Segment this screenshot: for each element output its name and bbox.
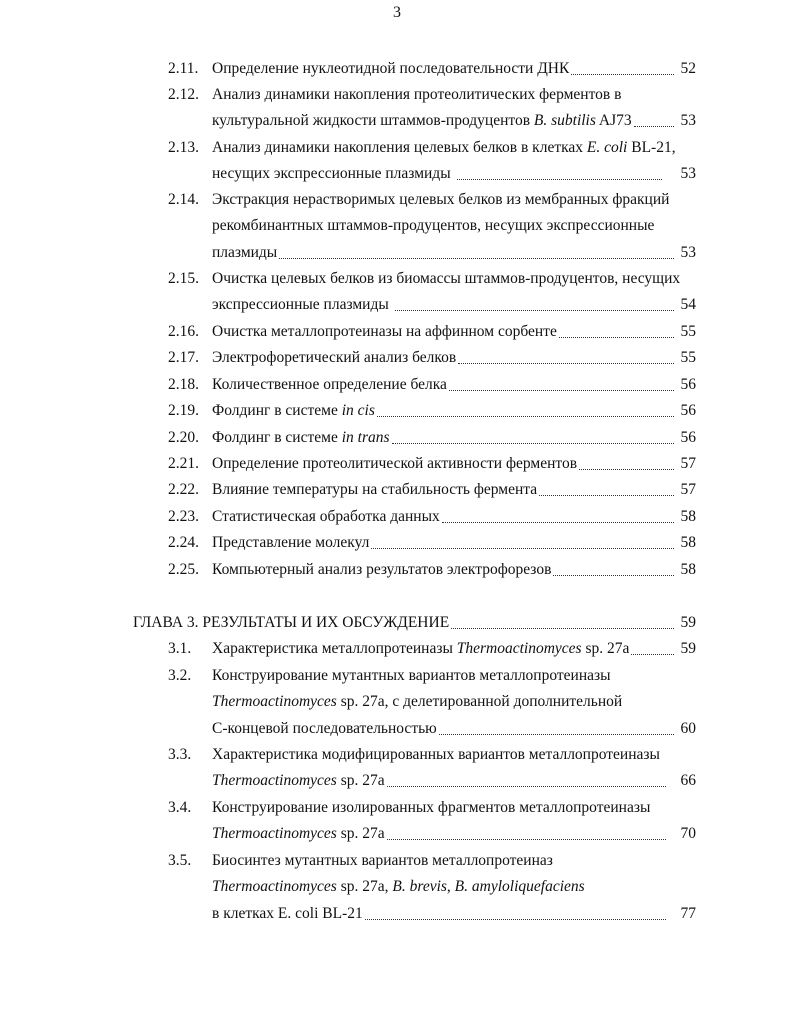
toc-entry-title: Характеристика модифицированных вариантов металлопротеиназы (212, 746, 660, 763)
toc-entry-title: несущих экспрессионные плазмиды (212, 165, 451, 182)
toc-entry-number: 3.1. (168, 640, 192, 657)
dot-leader (457, 167, 662, 180)
toc-entry-title: Thermoactinomyces sp. 27a, B. brevis, B. amyloliquefaciens (212, 878, 585, 895)
toc-entry-page: 53 (680, 244, 696, 261)
toc-entry-number: 2.23. (168, 508, 199, 525)
toc-entry-number: 2.21. (168, 455, 199, 472)
dot-leader (387, 774, 666, 787)
toc-entry-title: Фолдинг в системе in trans (212, 429, 390, 446)
toc-entry-number: 2.11. (168, 60, 199, 77)
toc-entry-title: рекомбинантных штаммов-продуцентов, несущих экспрессионные (212, 217, 655, 234)
toc-entry-3-5-line1[interactable] (212, 852, 696, 872)
toc-entry-title: Количественное определение белка (212, 376, 447, 393)
toc-entry-number: 2.15. (168, 270, 199, 287)
toc-entry-2-17[interactable] (212, 349, 696, 369)
toc-entry-2-22[interactable] (212, 481, 696, 501)
toc-entry-3-2-line3[interactable] (212, 720, 696, 740)
toc-entry-title: Конструирование изолированных фрагментов металлопротеиназы (212, 799, 651, 816)
toc-entry-title: Влияние температуры на стабильность фермента (212, 481, 538, 498)
toc-entry-2-12-line1[interactable] (212, 86, 696, 106)
toc-entry-title: Биосинтез мутантных вариантов металлопротеиназ (212, 852, 553, 869)
toc-entry-2-12-line2[interactable] (212, 112, 696, 132)
toc-entry-title: Фолдинг в системе in cis (212, 402, 375, 419)
toc-entry-page: 56 (680, 376, 696, 393)
toc-entry-title: С-концевой последовательностью (212, 720, 437, 737)
toc-entry-page: 59 (680, 614, 696, 631)
toc-entry-2-15-line1[interactable] (212, 270, 696, 290)
toc-entry-title: в клетках E. coli BL-21 (212, 905, 363, 922)
toc-entry-2-15-line2[interactable] (212, 296, 696, 316)
toc-entry-page: 77 (680, 905, 696, 922)
toc-entry-title: Характеристика металлопротеиназы Thermoactinomyces sp. 27a (212, 640, 630, 657)
toc-entry-3-5-line2[interactable] (212, 878, 696, 898)
toc-entry-title: Конструирование мутантных вариантов металлопротеиназы (212, 667, 611, 684)
toc-entry-title: Thermoactinomyces sp. 27a (212, 825, 385, 842)
dot-leader (553, 563, 674, 576)
toc-entry-title: Анализ динамики накопления целевых белков в клетках E. coli BL-21, (212, 139, 676, 156)
dot-leader (387, 827, 666, 840)
toc-entry-page: 66 (680, 772, 696, 789)
toc-entry-title: Thermoactinomyces sp. 27a (212, 772, 385, 789)
toc-entry-3-4-line2[interactable] (212, 825, 696, 845)
toc-entry-page: 54 (680, 296, 696, 313)
chapter-title: ГЛАВА 3. РЕЗУЛЬТАТЫ И ИХ ОБСУЖДЕНИЕ (133, 614, 450, 631)
toc-entry-title: Компьютерный анализ результатов электрофорезов (212, 561, 552, 578)
dot-leader (634, 114, 674, 127)
dot-leader (279, 246, 674, 259)
toc-entry-title: Очистка металлопротеиназы на аффинном сорбенте (212, 323, 557, 340)
toc-entry-page: 52 (680, 60, 696, 77)
toc-entry-page: 59 (680, 640, 696, 657)
toc-chapter-3[interactable] (133, 614, 696, 634)
toc-entry-2-21[interactable] (212, 455, 696, 475)
dot-leader (439, 722, 674, 735)
toc-entry-title: Анализ динамики накопления протеолитических ферментов в (212, 86, 622, 103)
dot-leader (539, 483, 674, 496)
toc-entry-3-3-line1[interactable] (212, 746, 696, 766)
toc-entry-title: культуральной жидкости штаммов-продуцентов B. subtilis AJ73 (212, 112, 632, 129)
toc-entry-number: 2.19. (168, 402, 199, 419)
toc-entry-number: 2.22. (168, 481, 199, 498)
toc-entry-page: 58 (680, 534, 696, 551)
dot-leader (579, 457, 674, 470)
toc-entry-number: 2.13. (168, 139, 199, 156)
toc-entry-2-14-line1[interactable] (212, 191, 696, 211)
toc-entry-2-14-line2[interactable] (212, 217, 696, 237)
toc-entry-page: 56 (680, 429, 696, 446)
toc-entry-2-23[interactable] (212, 508, 696, 528)
dot-leader (442, 510, 674, 523)
toc-entry-3-2-line2[interactable] (212, 693, 696, 713)
toc-entry-page: 53 (680, 165, 696, 182)
toc-entry-number: 3.3. (168, 746, 192, 763)
toc-entry-title: Очистка целевых белков из биомассы штаммов-продуцентов, несущих (212, 270, 681, 287)
toc-entry-page: 57 (680, 481, 696, 498)
toc-entry-3-1[interactable] (212, 640, 696, 660)
toc-entry-2-19[interactable] (212, 402, 696, 422)
dot-leader (571, 62, 674, 75)
toc-entry-2-13-line1[interactable] (212, 139, 696, 159)
toc-entry-2-13-line2[interactable] (212, 165, 696, 185)
toc-entry-number: 2.18. (168, 376, 199, 393)
dot-leader (395, 298, 674, 311)
toc-entry-2-11[interactable] (212, 60, 696, 80)
toc-entry-page: 60 (680, 720, 696, 737)
toc-entry-page: 70 (680, 825, 696, 842)
toc-entry-number: 2.24. (168, 534, 199, 551)
toc-entry-2-25[interactable] (212, 561, 696, 581)
toc-entry-number: 3.2. (168, 667, 192, 684)
toc-entry-2-18[interactable] (212, 376, 696, 396)
toc-entry-number: 2.14. (168, 191, 199, 208)
dot-leader (371, 536, 674, 549)
toc-entry-title: плазмиды (212, 244, 278, 261)
dot-leader (392, 431, 674, 444)
toc-entry-number: 2.20. (168, 429, 199, 446)
toc-entry-page: 57 (680, 455, 696, 472)
toc-entry-page: 58 (680, 508, 696, 525)
dot-leader (365, 907, 666, 920)
page-number: 3 (393, 4, 401, 21)
dot-leader (559, 325, 674, 338)
toc-entry-page: 55 (680, 323, 696, 340)
toc-entry-number: 2.12. (168, 86, 199, 103)
toc-entry-title: Статистическая обработка данных (212, 508, 440, 525)
toc-entry-number: 3.4. (168, 799, 192, 816)
toc-entry-page: 56 (680, 402, 696, 419)
toc-entry-3-4-line1[interactable] (212, 799, 696, 819)
dot-leader (631, 642, 674, 655)
toc-entry-3-3-line2[interactable] (212, 772, 696, 792)
toc-entry-2-14-line3[interactable] (212, 244, 696, 264)
toc-entry-page: 58 (680, 561, 696, 578)
toc-entry-title: Экстракция нерастворимых целевых белков из мембранных фракций (212, 191, 670, 208)
toc-entry-number: 3.5. (168, 852, 192, 869)
toc-entry-2-24[interactable] (212, 534, 696, 554)
toc-entry-number: 2.16. (168, 323, 199, 340)
toc-entry-2-16[interactable] (212, 323, 696, 343)
toc-entry-number: 2.25. (168, 561, 199, 578)
toc-entry-3-5-line3[interactable] (212, 905, 696, 925)
toc-entry-title: Электрофоретический анализ белков (212, 349, 457, 366)
dot-leader (458, 351, 674, 364)
dot-leader (449, 378, 674, 391)
dot-leader (451, 616, 674, 629)
toc-entry-title: Определение нуклеотидной последовательности ДНК (212, 60, 570, 77)
toc-entry-title: Представление молекул (212, 534, 370, 551)
dot-leader (377, 404, 674, 417)
toc-entry-2-20[interactable] (212, 429, 696, 449)
toc-entry-page: 55 (680, 349, 696, 366)
toc-entry-title: Thermoactinomyces sp. 27a, с делетированной дополнительной (212, 693, 623, 710)
toc-entry-title: Определение протеолитической активности ферментов (212, 455, 578, 472)
toc-entry-title: экспрессионные плазмиды (212, 296, 389, 313)
toc-entry-page: 53 (680, 112, 696, 129)
toc-entry-number: 2.17. (168, 349, 199, 366)
toc-entry-3-2-line1[interactable] (212, 667, 696, 687)
